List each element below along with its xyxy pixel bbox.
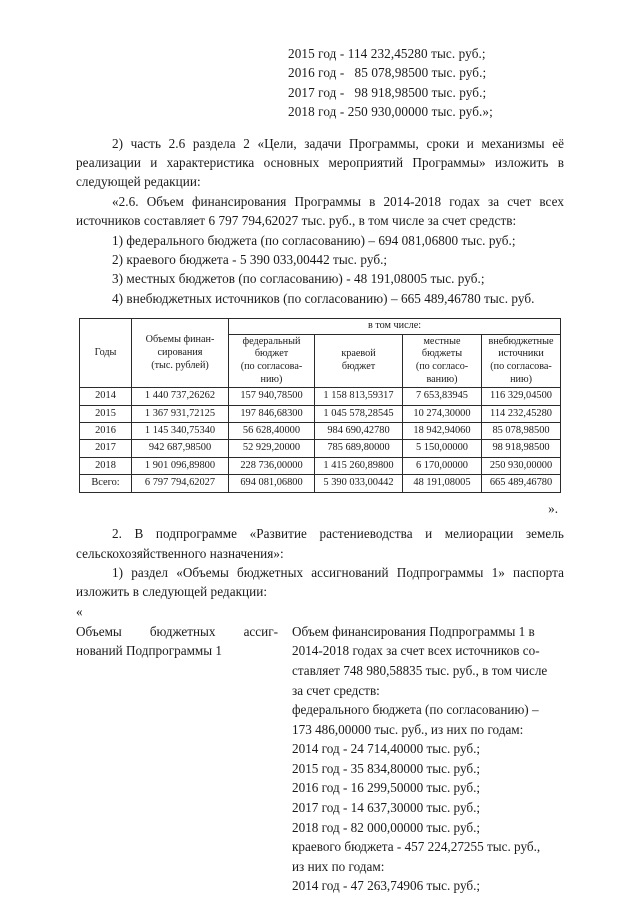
cell-federal: 157 940,78500 <box>229 388 315 405</box>
cell-local: 48 191,08005 <box>403 475 482 492</box>
header-extra-line4: нию) <box>510 373 532 385</box>
header-local-line4: ванию) <box>426 373 458 385</box>
year-line: 2018 год - 250 930,00000 тыс. руб.»; <box>288 104 493 120</box>
paragraph-clause-2-6: «2.6. Объем финансирования Программы в 2014-2018 годах за счет всех источников составляет 6 797 794,62027 тыс. руб., в том числе за счет средств: <box>76 193 564 229</box>
cell-extra: 85 078,98500 <box>482 423 561 440</box>
header-local-line3: (по согласо- <box>415 361 469 373</box>
cell-local: 5 150,00000 <box>403 440 482 457</box>
cell-local: 18 942,94060 <box>403 423 482 440</box>
header-including: в том числе: <box>229 319 561 335</box>
cell-year: 2018 <box>80 457 132 474</box>
table-row <box>80 457 561 474</box>
header-local-budgets <box>403 334 482 387</box>
passport-value-line: ставляет 748 980,58835 тыс. руб., в том числе <box>292 662 548 678</box>
passport-value-line: 2014 год - 24 714,40000 тыс. руб.; <box>292 741 481 757</box>
passport-value-line: 2014 год - 47 263,74906 тыс. руб.; <box>292 878 481 894</box>
document-content <box>76 44 564 896</box>
cell-year: 2014 <box>80 388 132 405</box>
header-volumes <box>132 319 229 388</box>
cell-federal: 694 081,06800 <box>229 475 315 492</box>
table-row-total <box>80 475 561 492</box>
paragraph-item-2-subprogram: 2. В подпрограмме «Развитие растениеводства и мелиорации земель сельскохозяйственного назначения»: <box>76 526 564 561</box>
cell-regional: 1 415 260,89800 <box>315 457 403 474</box>
cell-year: 2017 <box>80 440 132 457</box>
header-regional-budget <box>315 334 403 387</box>
cell-total: 6 797 794,62027 <box>132 475 229 492</box>
paragraph-source-4: 4) внебюджетных источников (по согласованию) – 665 489,46780 тыс. руб. <box>112 290 535 306</box>
cell-total: 1 367 931,72125 <box>132 405 229 422</box>
table-row <box>80 405 561 422</box>
spacer <box>76 122 564 134</box>
passport-label-line1: Объемы бюджетных ассиг- <box>76 623 278 639</box>
cell-extra: 114 232,45280 <box>482 405 561 422</box>
header-local-line1: местные <box>423 335 461 347</box>
closing-quote: ». <box>548 500 558 516</box>
passport-value-line: из них по годам: <box>292 858 385 874</box>
cell-federal: 56 628,40000 <box>229 423 315 440</box>
header-extrabudget-sources <box>482 334 561 387</box>
paragraph-source-3: 3) местных бюджетов (по согласованию) - 48 191,08005 тыс. руб.; <box>112 271 485 287</box>
table-body <box>80 388 561 492</box>
passport-label-column <box>76 622 292 896</box>
cell-extra: 665 489,46780 <box>482 475 561 492</box>
cell-federal: 52 929,20000 <box>229 440 315 457</box>
passport-value-line: федерального бюджета (по согласованию) – <box>292 702 539 718</box>
cell-total: 942 687,98500 <box>132 440 229 457</box>
passport-value-line: краевого бюджета - 457 224,27255 тыс. руб., <box>292 839 541 855</box>
header-extra-line1: внебюджетные <box>488 335 554 347</box>
cell-local: 10 274,30000 <box>403 405 482 422</box>
financing-table <box>79 318 561 492</box>
header-local-line2: бюджеты <box>421 348 463 360</box>
header-federal-line3: (по согласова- <box>240 361 303 373</box>
cell-extra: 98 918,98500 <box>482 440 561 457</box>
year-line: 2015 год - 114 232,45280 тыс. руб.; <box>288 46 486 61</box>
paragraph-item-2-intro: 2) часть 2.6 раздела 2 «Цели, задачи Программы, сроки и механизмы её реализации и характеристика основных мероприятий Программы» изложить в следующей редакции: <box>76 135 564 190</box>
cell-regional: 5 390 033,00442 <box>315 475 403 492</box>
header-federal-line2: бюджет <box>254 348 289 360</box>
header-regional-line1: краевой <box>341 348 376 360</box>
cell-regional: 1 158 813,59317 <box>315 388 403 405</box>
passport-value-line: 173 486,00000 тыс. руб., из них по годам: <box>292 721 524 737</box>
passport-value-line: 2016 год - 16 299,50000 тыс. руб.; <box>292 780 481 796</box>
header-federal-budget <box>229 334 315 387</box>
passport-value-line: 2017 год - 14 637,30000 тыс. руб.; <box>292 800 481 816</box>
header-federal-line1: федеральный <box>242 335 301 347</box>
table-header-row-1 <box>80 319 561 335</box>
header-volumes-line3: (тыс. рублей) <box>151 359 209 371</box>
cell-year: 2016 <box>80 423 132 440</box>
cell-year: 2015 <box>80 405 132 422</box>
passport-value-line: Объем финансирования Подпрограммы 1 в <box>292 623 535 639</box>
cell-federal: 197 846,68300 <box>229 405 315 422</box>
table-row <box>80 423 561 440</box>
cell-regional: 1 045 578,28545 <box>315 405 403 422</box>
header-volumes-line1: Объемы финан- <box>145 334 215 346</box>
open-quote: « <box>76 603 83 619</box>
cell-local: 6 170,00000 <box>403 457 482 474</box>
header-extra-line2: источники <box>498 348 544 360</box>
cell-regional: 785 689,80000 <box>315 440 403 457</box>
year-line: 2016 год - 85 078,98500 тыс. руб.; <box>288 65 487 81</box>
passport-value-line: 2015 год - 35 834,80000 тыс. руб.; <box>292 760 481 776</box>
header-federal-line4: нию) <box>260 373 283 385</box>
cell-regional: 984 690,42780 <box>315 423 403 440</box>
cell-extra: 116 329,04500 <box>482 388 561 405</box>
cell-total: 1 145 340,75340 <box>132 423 229 440</box>
passport-value-line: за счет средств: <box>292 682 380 698</box>
passport-label-line2: нований Подпрограммы 1 <box>76 643 223 659</box>
year-line: 2017 год - 98 918,98500 тыс. руб.; <box>288 84 487 100</box>
cell-federal: 228 736,00000 <box>229 457 315 474</box>
table-row <box>80 388 561 405</box>
passport-value-line: 2018 год - 82 000,00000 тыс. руб.; <box>292 819 481 835</box>
top-year-list <box>76 44 564 122</box>
passport-value-line: 2014-2018 годах за счет всех источников со- <box>292 643 540 659</box>
header-years: Годы <box>80 319 132 388</box>
cell-extra: 250 930,00000 <box>482 457 561 474</box>
passport-block <box>76 622 564 896</box>
cell-year: Всего: <box>80 475 132 492</box>
header-volumes-line2: сирования <box>157 346 203 358</box>
header-extra-line3: (по согласова- <box>490 361 552 373</box>
cell-local: 7 653,83945 <box>403 388 482 405</box>
passport-value-column <box>292 622 564 896</box>
paragraph-item-2-1: 1) раздел «Объемы бюджетных ассигнований Подпрограммы 1» паспорта изложить в следующей редакции: <box>76 564 564 600</box>
paragraph-source-2: 2) краевого бюджета - 5 390 033,00442 тыс. руб.; <box>112 252 388 268</box>
paragraph-source-1: 1) федерального бюджета (по согласованию) – 694 081,06800 тыс. руб.; <box>112 232 516 248</box>
header-regional-line2: бюджет <box>341 361 376 373</box>
cell-total: 1 440 737,26262 <box>132 388 229 405</box>
table-row <box>80 440 561 457</box>
cell-total: 1 901 096,89800 <box>132 457 229 474</box>
